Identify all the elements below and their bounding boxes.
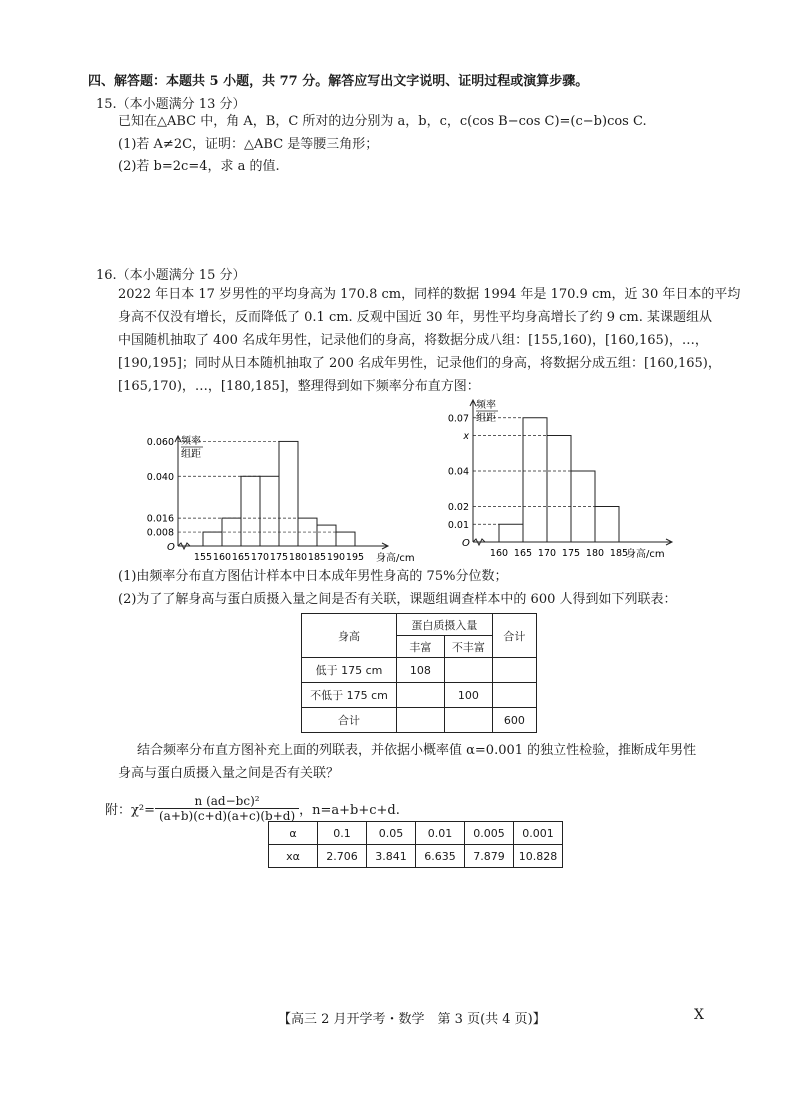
y-tick-label: 0.01 (447, 519, 469, 531)
histogram-bar (241, 476, 260, 546)
histogram-bar (547, 436, 571, 543)
formula-fraction (155, 794, 299, 823)
table-cell (492, 658, 536, 683)
table-cell: 6.635 (416, 845, 465, 868)
x-tick-label: 195 (345, 552, 365, 563)
y-tick-label: 0.060 (146, 436, 174, 448)
histogram-bar (317, 525, 336, 546)
q16-part2: (2)为了了解身高与蛋白质摄入量之间是否有关联，课题组调查样本中的 600 人得到如下列联表： (118, 592, 677, 607)
y-axis-label-top: 频率 (181, 436, 201, 447)
y-tick-label: 0.07 (447, 413, 469, 425)
table-row-label: 合计 (302, 708, 397, 733)
q16-conclusion-line-2: 身高与蛋白质摄入量之间是否有关联？ (118, 766, 340, 781)
q16-para-line-5: [165,170)，…，[180,185]，整理得到如下频率分布直方图： (118, 379, 480, 394)
x-tick-label: 165 (231, 552, 251, 563)
x-tick-label: 170 (250, 552, 270, 563)
q16-para-line-1: 2022 年日本 17 岁男性的平均身高为 170.8 cm，同样的数据 1994 年是 170.9 cm，近 30 年日本的平均 (118, 287, 741, 302)
histogram-japan (440, 396, 685, 572)
page-footer: 【高三 2 月开学考・数学 第 3 页(共 4 页)】 (278, 1012, 546, 1027)
formula-denominator: (a+b)(c+d)(a+c)(b+d) (158, 808, 296, 823)
page-mark: X (694, 1007, 704, 1023)
q16-para-line-4: [190,195]；同时从日本随机抽取了 200 名成年男性，记录他们的身高，将数据分成五组：[160,165)， (118, 356, 721, 371)
table-cell: 600 (492, 708, 536, 733)
origin-label: O (462, 538, 470, 549)
q16-conclusion-line-1: 结合频率分布直方图补充上面的列联表，并依据小概率值 α=0.001 的独立性检验，推断成年男性 (137, 743, 697, 758)
table-cell (444, 658, 492, 683)
table-cell: 7.879 (465, 845, 514, 868)
y-axis-label-top: 频率 (476, 400, 496, 411)
table-cell: 0.005 (465, 822, 514, 845)
y-tick-label: 0.04 (447, 466, 469, 478)
x-tick-label: 170 (537, 548, 557, 559)
y-tick-label: 0.016 (146, 513, 174, 525)
x-tick-label: 165 (513, 548, 533, 559)
table-cell: 0.1 (318, 822, 367, 845)
table-header-height: 身高 (302, 614, 397, 658)
table-row-label: xα (269, 845, 318, 868)
formula-numerator: n (ad−bc)² (155, 794, 299, 809)
x-tick-label: 180 (585, 548, 605, 559)
table-header-not-rich: 不丰富 (444, 636, 492, 658)
table-header-total: 合计 (492, 614, 536, 658)
table-header-rich: 丰富 (396, 636, 444, 658)
histogram-bar (499, 524, 523, 542)
q16-part1: (1)由频率分布直方图估计样本中日本成年男性身高的 75%分位数； (118, 569, 508, 584)
table-cell: 100 (444, 683, 492, 708)
table-cell (492, 683, 536, 708)
q15-part1: (1)若 A≠2C，证明：△ABC 是等腰三角形； (118, 137, 379, 152)
critical-value-table (268, 821, 563, 868)
table-cell: 3.841 (367, 845, 416, 868)
histogram-bar (336, 532, 355, 546)
formula-suffix: ，n=a+b+c+d. (299, 802, 400, 818)
q15-stem: 已知在△ABC 中，角 A，B，C 所对的边分别为 a，b，c，c(cos B−cos C)=(c−b)cos C. (118, 114, 647, 129)
table-cell: 10.828 (514, 845, 563, 868)
section-header: 四、解答题：本题共 5 小题，共 77 分。解答应写出文字说明、证明过程或演算步骤。 (88, 74, 589, 89)
x-tick-label: 175 (269, 552, 289, 563)
y-tick-label: x (463, 431, 469, 442)
x-axis-label: 身高/cm (376, 553, 415, 564)
table-cell: 0.05 (367, 822, 416, 845)
table-row-label: 低于 175 cm (302, 658, 397, 683)
y-axis-label-bottom: 组距 (181, 449, 201, 460)
origin-label: O (167, 542, 175, 553)
histogram-bar (595, 507, 619, 543)
y-tick-label: 0.008 (146, 527, 174, 539)
table-header-protein: 蛋白质摄入量 (396, 614, 492, 636)
table-cell: 0.01 (416, 822, 465, 845)
x-tick-label: 155 (193, 552, 213, 563)
x-tick-label: 180 (288, 552, 308, 563)
table-cell (396, 708, 444, 733)
histogram-bar (260, 476, 279, 546)
y-axis-label-bottom: 组距 (476, 413, 496, 424)
x-axis-label: 身高/cm (626, 549, 665, 560)
x-tick-label: 160 (489, 548, 509, 559)
histogram-bar (203, 532, 222, 546)
x-tick-label: 175 (561, 548, 581, 559)
x-tick-label: 160 (212, 552, 232, 563)
q16-para-line-3: 中国随机抽取了 400 名成年男性，记录他们的身高，将数据分成八组：[155,160)，[160,165)，…， (118, 333, 708, 348)
formula-prefix: 附：χ²= (105, 802, 155, 818)
x-tick-label: 190 (326, 552, 346, 563)
table-cell (396, 683, 444, 708)
histogram-china (146, 428, 435, 576)
table-row-label: 不低于 175 cm (302, 683, 397, 708)
q16-para-line-2: 身高不仅没有增长，反而降低了 0.1 cm. 反观中国近 30 年，男性平均身高增长了约 9 cm. 某课题组从 (118, 310, 713, 325)
table-row-label: α (269, 822, 318, 845)
x-tick-label: 185 (307, 552, 327, 563)
y-tick-label: 0.040 (146, 471, 174, 483)
table-cell: 0.001 (514, 822, 563, 845)
table-cell (444, 708, 492, 733)
y-tick-label: 0.02 (447, 502, 469, 513)
table-cell: 108 (396, 658, 444, 683)
q15-label: 15.（本小题满分 13 分） (96, 97, 246, 112)
q16-label: 16.（本小题满分 15 分） (96, 268, 246, 283)
histogram-bar (523, 418, 547, 542)
table-cell: 2.706 (318, 845, 367, 868)
x-tick-label: 185 (609, 548, 629, 559)
histogram-bar (279, 441, 298, 546)
q15-part2: (2)若 b=2c=4，求 a 的值. (118, 159, 280, 174)
contingency-table (301, 613, 537, 733)
